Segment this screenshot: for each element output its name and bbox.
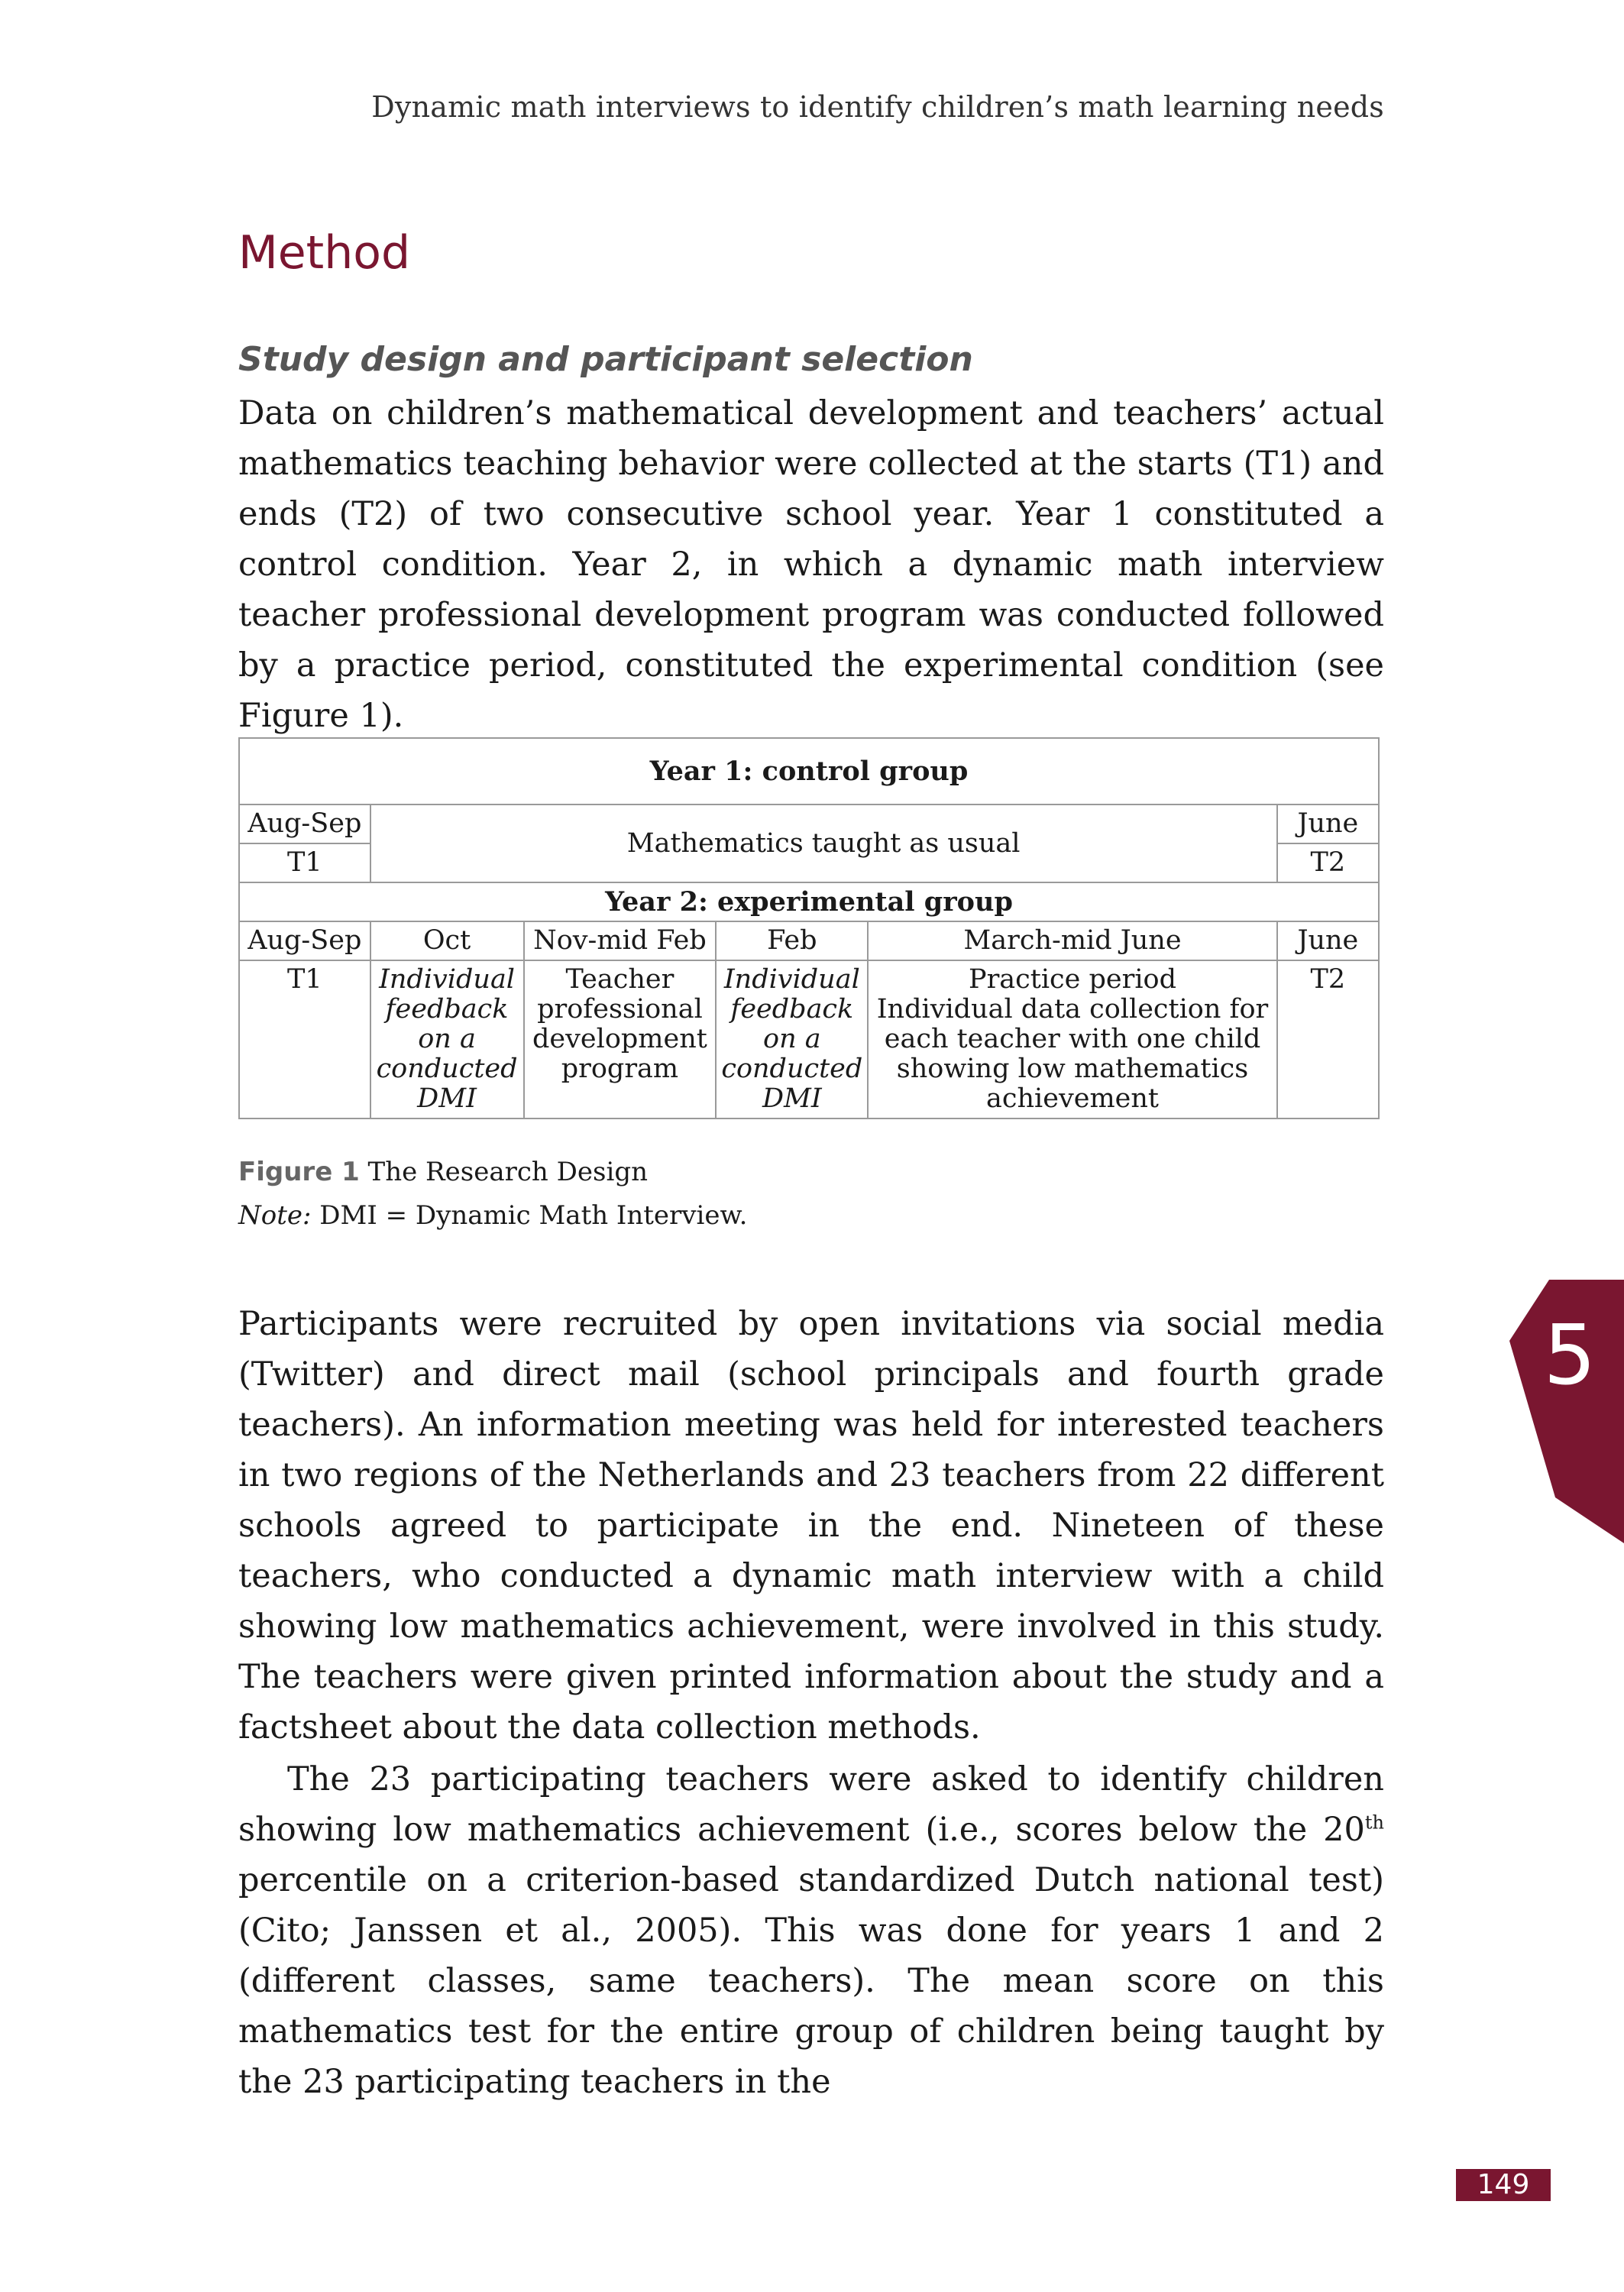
cell-line: feedback — [385, 994, 509, 1025]
cell-line: DMI — [762, 1083, 822, 1114]
year1-start-period: Aug-Sep — [239, 804, 370, 843]
year2-period: Nov-mid Feb — [524, 921, 717, 960]
cell-line: conducted — [376, 1054, 518, 1084]
p3-text-b: percentile on a criterion-based standardized Dutch national test) (Cito; Janssen et al., 2005). This was done for years 1 and 2 (different classes, same teachers). The mean score on this mathematics test for the entire group of children being taught by the 23 participating teachers in the — [238, 1861, 1384, 2101]
figure-label: Figure 1 — [238, 1157, 360, 1187]
cell-line: Individual — [723, 964, 860, 995]
year2-period: June — [1277, 921, 1379, 960]
year1-end-period: June — [1277, 804, 1379, 843]
note-text: DMI = Dynamic Math Interview. — [311, 1200, 748, 1231]
cell-line: Individual — [379, 964, 516, 995]
figure-note — [238, 1200, 747, 1231]
year2-period: Oct — [370, 921, 524, 960]
cell-line: on a — [763, 1024, 821, 1054]
year2-feb-cell — [716, 960, 868, 1118]
p3-superscript: th — [1364, 1811, 1384, 1834]
cell-line: development — [532, 1024, 707, 1054]
year2-t2: T2 — [1277, 960, 1379, 1118]
year2-heading: Year 2: experimental group — [239, 882, 1379, 921]
cell-line: professional — [537, 994, 703, 1025]
year2-period: Feb — [716, 921, 868, 960]
page-number: 149 — [1456, 2169, 1551, 2201]
year2-oct-cell — [370, 960, 524, 1118]
year2-nov-cell — [524, 960, 717, 1118]
year2-march-cell — [868, 960, 1276, 1118]
cell-line: DMI — [417, 1083, 477, 1114]
cell-line: on a — [418, 1024, 476, 1054]
year2-t1: T1 — [239, 960, 370, 1118]
cell-line: each teacher with one child — [884, 1024, 1261, 1054]
chapter-number: 5 — [1543, 1308, 1597, 1403]
cell-line: Practice period — [969, 964, 1176, 995]
year1-heading: Year 1: control group — [239, 738, 1379, 804]
cell-line: Teacher — [565, 964, 675, 995]
year1-start-time: T1 — [239, 843, 370, 882]
running-header: Dynamic math interviews to identify children’s math learning needs — [371, 90, 1384, 124]
year2-period: Aug-Sep — [239, 921, 370, 960]
year2-period: March-mid June — [868, 921, 1276, 960]
research-design-table — [238, 737, 1380, 1119]
p3-text-a: The 23 participating teachers were asked to identify children showing low mathematics achievement (i.e., scores below the 20 — [238, 1760, 1384, 1849]
cell-line: conducted — [721, 1054, 863, 1084]
year1-middle: Mathematics taught as usual — [370, 804, 1277, 882]
cell-line: showing low mathematics — [896, 1054, 1249, 1084]
subsection-title: Study design and participant selection — [238, 340, 973, 379]
paragraph-teachers — [238, 1754, 1384, 2107]
figure-caption — [238, 1157, 648, 1187]
cell-line: achievement — [986, 1083, 1159, 1114]
cell-line: program — [561, 1054, 679, 1084]
cell-line: Individual data collection for — [876, 994, 1269, 1025]
paragraph-study-design: Data on children’s mathematical development and teachers’ actual mathematics teaching behavior were collected at the starts (T1) and ends (T2) of two consecutive school year. Year 1 constituted a control condition. Year 2, in which a dynamic math interview teacher professional development program was conducted followed by a practice period, constituted the experimental condition (see Figure 1). — [238, 394, 1384, 735]
cell-line: feedback — [730, 994, 854, 1025]
note-label: Note: — [238, 1200, 312, 1231]
paragraph-participants: Participants were recruited by open invitations via social media (Twitter) and direct mail (school principals and fourth grade teachers). An information meeting was held for interested teachers in two regions of the Netherlands and 23 teachers from 22 different schools agreed to participate in the end. Nineteen of these teachers, who conducted a dynamic math interview with a child showing low mathematics achievement, were involved in this study. The teachers were given printed information about the study and a factsheet about the data collection methods. — [238, 1305, 1384, 1747]
figure-caption-text: The Research Design — [359, 1157, 648, 1187]
section-title: Method — [238, 226, 411, 280]
year1-end-time: T2 — [1277, 843, 1379, 882]
